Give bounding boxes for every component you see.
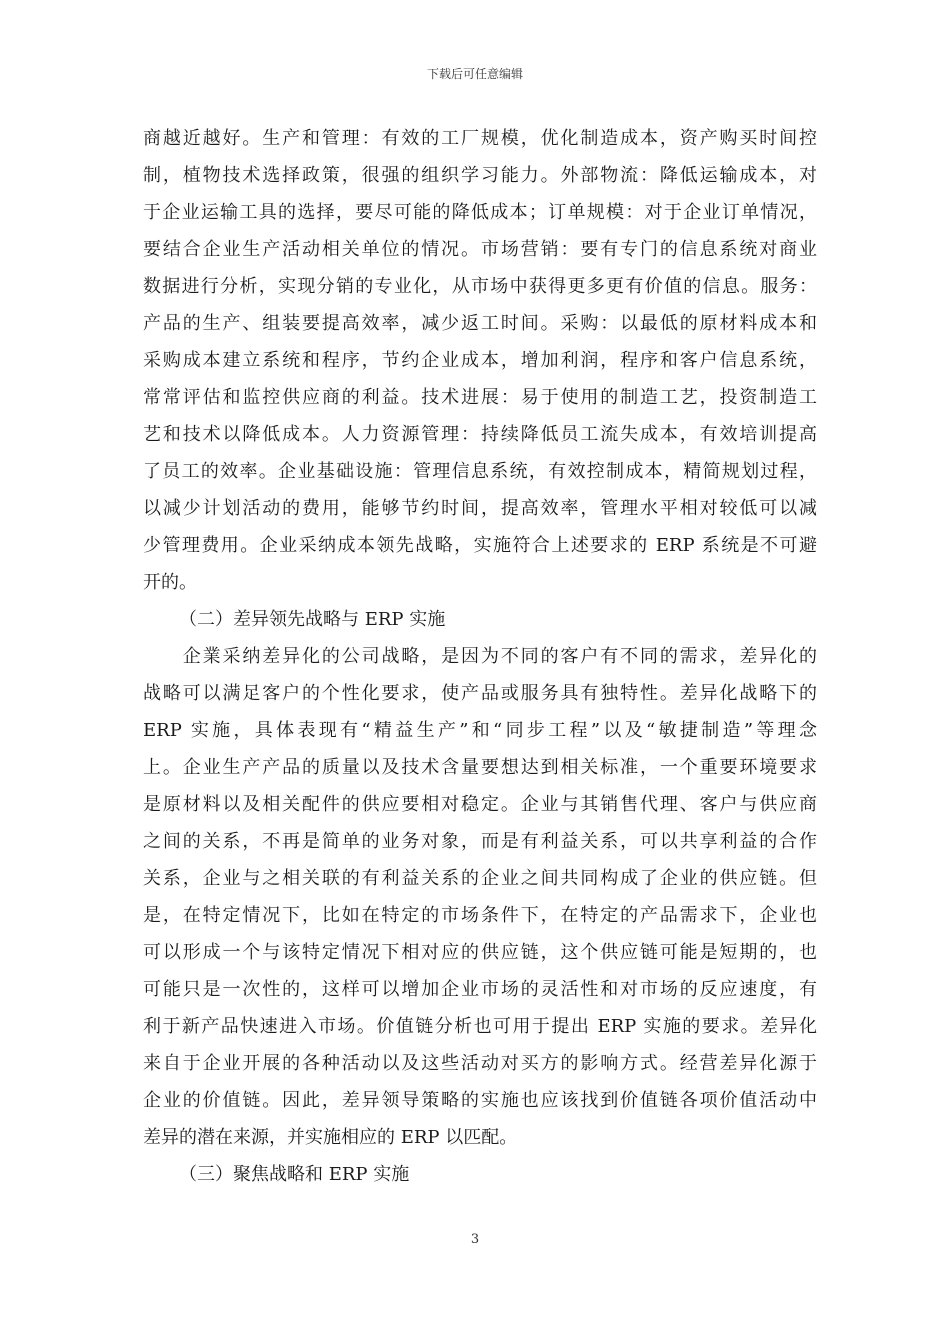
text-line: 企业的价值链。因此，差异领导策略的实施也应该找到价值链各项价值活动中 bbox=[143, 1090, 817, 1111]
text-line: 于企业运输工具的选择，要尽可能的降低成本；订单规模：对于企业订单情况， bbox=[143, 202, 817, 223]
text-line: 了员工的效率。企业基础设施：管理信息系统，有效控制成本，精简规划过程， bbox=[143, 461, 817, 482]
text-line: 是，在特定情况下，比如在特定的市场条件下，在特定的产品需求下，企业也 bbox=[143, 905, 817, 926]
text-line: 利于新产品快速进入市场。价值链分析也可用于提出 ERP 实施的要求。差异化 bbox=[143, 1016, 817, 1037]
text-line: 采购成本建立系统和程序，节约企业成本，增加利润，程序和客户信息系统， bbox=[143, 350, 817, 371]
text-line: 少管理费用。企业采纳成本领先战略，实施符合上述要求的 ERP 系统是不可避 bbox=[143, 535, 817, 556]
text-line: 要结合企业生产活动相关单位的情况。市场营销：要有专门的信息系统对商业 bbox=[143, 239, 817, 260]
text-line: 上。企业生产产品的质量以及技术含量要想达到相关标准，一个重要环境要求 bbox=[143, 757, 817, 778]
document-body bbox=[143, 120, 817, 1193]
text-line: 艺和技术以降低成本。人力资源管理：持续降低员工流失成本，有效培训提高 bbox=[143, 424, 817, 445]
text-line: ERP 实施，具体表现有“精益生产”和“同步工程”以及“敏捷制造”等理念 bbox=[143, 720, 817, 741]
text-line: 产品的生产、组装要提高效率，减少返工时间。采购：以最低的原材料成本和 bbox=[143, 313, 817, 334]
section-heading-focus: （三）聚焦战略和 ERP 实施 bbox=[179, 1164, 410, 1185]
text-line: 可以形成一个与该特定情况下相对应的供应链，这个供应链可能是短期的，也 bbox=[143, 942, 817, 963]
section-heading-differentiation: （二）差异领先战略与 ERP 实施 bbox=[179, 609, 446, 630]
text-line: 之间的关系，不再是简单的业务对象，而是有利益关系，可以共享利益的合作 bbox=[143, 831, 817, 852]
text-line: 来自于企业开展的各种活动以及这些活动对买方的影响方式。经营差异化源于 bbox=[143, 1053, 817, 1074]
page-number: 3 bbox=[470, 1232, 480, 1247]
text-line: 商越近越好。生产和管理：有效的工厂规模，优化制造成本，资产购买时间控 bbox=[143, 128, 817, 149]
text-line: 常常评估和监控供应商的利益。技术进展：易于使用的制造工艺，投资制造工 bbox=[143, 387, 817, 408]
text-line: 战略可以满足客户的个性化要求，使产品或服务具有独特性。差异化战略下的 bbox=[143, 683, 817, 704]
text-line: 关系，企业与之相关联的有利益关系的企业之间共同构成了企业的供应链。但 bbox=[143, 868, 817, 889]
paragraph-cost-leadership bbox=[143, 120, 817, 601]
text-line: 数据进行分析，实现分销的专业化，从市场中获得更多更有价值的信息。服务： bbox=[143, 276, 817, 297]
paragraph-differentiation bbox=[143, 638, 817, 1156]
text-line: 企業采纳差异化的公司战略，是因为不同的客户有不同的需求，差异化的 bbox=[143, 646, 817, 667]
text-line: 差异的潜在来源，并实施相应的 ERP 以匹配。 bbox=[143, 1127, 518, 1148]
text-line: 开的。 bbox=[143, 572, 197, 593]
text-line: 可能只是一次性的，这样可以增加企业市场的灵活性和对市场的反应速度，有 bbox=[143, 979, 817, 1000]
text-line: 以减少计划活动的费用，能够节约时间，提高效率，管理水平相对较低可以减 bbox=[143, 498, 817, 519]
page-header: 下载后可任意编辑 bbox=[426, 67, 523, 81]
text-line: 制，植物技术选择政策，很强的组织学习能力。外部物流：降低运输成本，对 bbox=[143, 165, 817, 186]
text-line: 是原材料以及相关配件的供应要相对稳定。企业与其销售代理、客户与供应商 bbox=[143, 794, 817, 815]
